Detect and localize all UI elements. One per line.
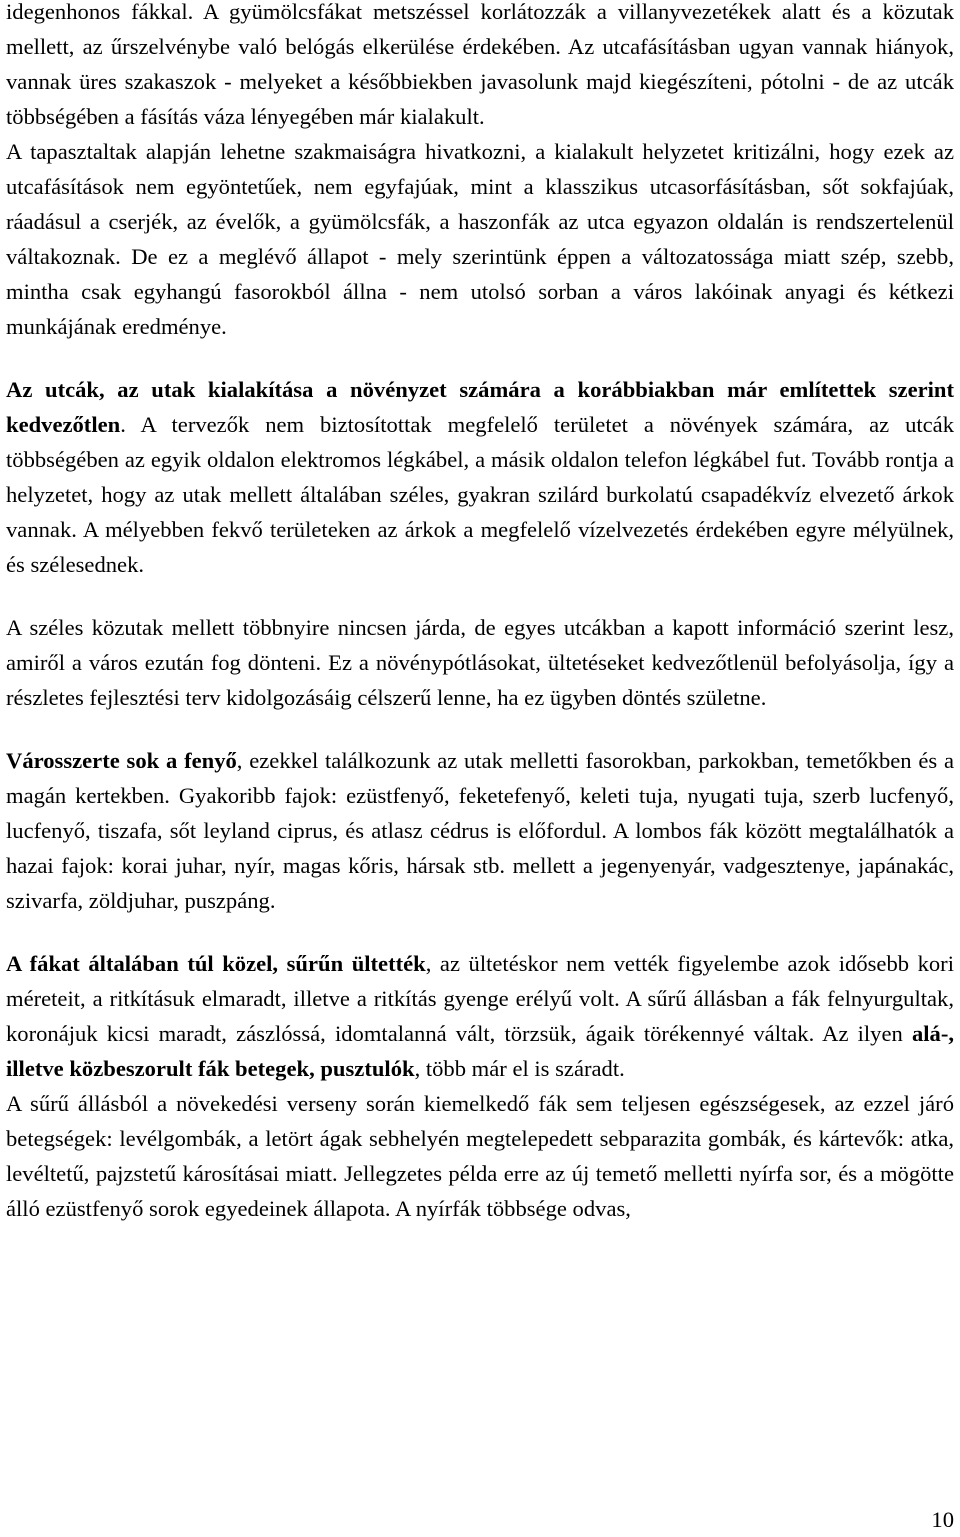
document-body — [6, 0, 954, 1226]
bold-phrase: Városszerte sok a fenyő — [6, 748, 237, 773]
text-run: A tapasztaltak alapján lehetne szakmaiságra hivatkozni, a kialakult helyzetet kritizálni, hogy ezek az utcafásítások nem egyöntetűek, nem egyfajúak, mint a klasszikus utcasorfásításban, sőt sokfajúak, ráadásul a cserjék, az évelők, a gyümölcsfák, a haszonfák az utca egyazon oldalán is rendszertelenül váltakoznak. De ez a meglévő állapot - mely szerintünk éppen a változatossága miatt szép, szebb, mintha csak egyhangú fasorokból állna - nem utolsó sorban a város lakóinak anyagi és kétkezi munkájának eredménye. — [6, 139, 954, 339]
bold-phrase: A fákat általában túl közel, sűrűn ültették — [6, 951, 426, 976]
paragraph-7 — [6, 1086, 954, 1226]
paragraph-2 — [6, 134, 954, 344]
text-run: , több már el is száradt. — [414, 1056, 625, 1081]
text-run: , ezekkel találkozunk az utak melletti fasorokban, parkokban, temetőkben és a magán kertekben. Gyakoribb fajok: ezüstfenyő, feketefenyő, keleti tuja, nyugati tuja, szerb lucfenyő, lucfenyő, tiszafa, sőt leyland ciprus, és atlasz cédrus is előfordul. A lombos fák között megtalálhatók a hazai fajok: korai juhar, nyír, magas kőris, hársak stb. mellett a jegenyenyár, vadgesztenye, japánakác, szivarfa, zöldjuhar, puszpáng. — [6, 748, 954, 913]
paragraph-5 — [6, 743, 954, 918]
paragraph-6 — [6, 946, 954, 1086]
paragraph-1 — [6, 0, 954, 134]
paragraph-4 — [6, 610, 954, 715]
text-run: A sűrű állásból a növekedési verseny során kiemelkedő fák sem teljesen egészségesek, az ezzel járó betegségek: levélgombák, a letört ágak sebhelyén megtelepedett sebparazita gombák, és kártevők: atka, levéltetű, pajzstetű károsításai miatt. Jellegzetes példa erre az új temető melletti nyírfa sor, és a mögötte álló ezüstfenyő sorok egyedeinek állapota. A nyírfák többsége odvas, — [6, 1091, 954, 1221]
text-run: . A tervezők nem biztosítottak megfelelő területet a növények számára, az utcák többségében az egyik oldalon elektromos légkábel, a másik oldalon telefon légkábel fut. Tovább rontja a helyzetet, hogy az utak mellett általában széles, gyakran szilárd burkolatú csapadékvíz elvezető árkok vannak. A mélyebben fekvő területeken az árkok a megfelelő vízelvezetés érdekében egyre mélyülnek, és szélesednek. — [6, 412, 954, 577]
paragraph-3 — [6, 372, 954, 582]
bold-phrase: alá-, illetve közbeszorult fák betegek, pusztulók — [6, 1021, 954, 1081]
bold-phrase: Az utcák, az utak kialakítása a növényzet számára a korábbiakban már említettek szerint kedvezőtlen — [6, 377, 954, 437]
text-run: idegenhonos fákkal. A gyümölcsfákat metszéssel korlátozzák a villanyvezetékek alatt és a közutak mellett, az űrszelvénybe való belógás elkerülése érdekében. Az utcafásításban ugyan vannak hiányok, vannak üres szakaszok - melyeket a későbbiekben javasolunk majd kiegészíteni, pótolni - de az utcák többségében a fásítás váza lényegében már kialakult. — [6, 0, 954, 129]
text-run: A széles közutak mellett többnyire nincsen járda, de egyes utcákban a kapott információ szerint lesz, amiről a város ezután fog dönteni. Ez a növénypótlásokat, ültetéseket kedvezőtlenül befolyásolja, így a részletes fejlesztési terv kidolgozásáig célszerű lenne, ha ez ügyben döntés születne. — [6, 615, 954, 710]
text-run: , az ültetéskor nem vették figyelembe azok idősebb kori méreteit, a ritkításuk elmaradt, illetve a ritkítás gyenge erélyű volt. A sűrű állásban a fák felnyurgultak, koronájuk kicsi maradt, zászlóssá, idomtalanná vált, törzsük, ágaik törékennyé váltak. Az ilyen — [6, 951, 954, 1046]
page-number: 10 — [931, 1507, 954, 1532]
